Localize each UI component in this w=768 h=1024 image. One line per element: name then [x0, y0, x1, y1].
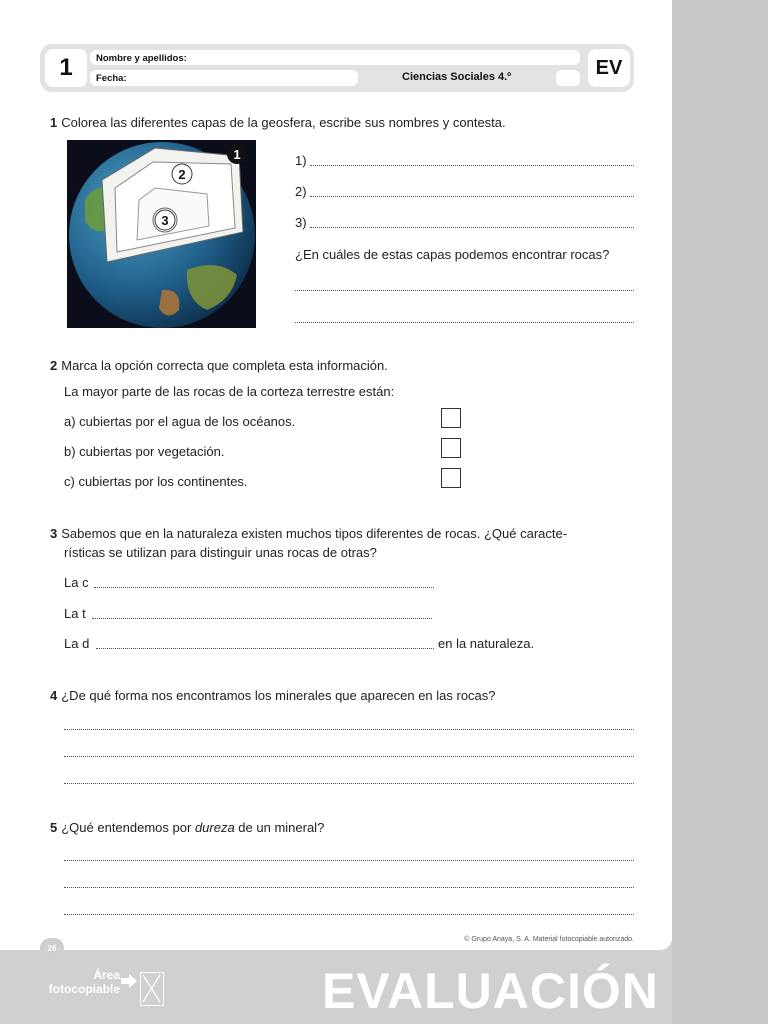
- question-number: 4: [50, 688, 58, 703]
- question-text-after: de un mineral?: [234, 820, 325, 835]
- evaluation-banner: EVALUACIÓN: [322, 963, 659, 1019]
- label-1-text: 1: [233, 147, 241, 162]
- page-number: 26: [40, 938, 64, 958]
- answer-line-5[interactable]: [295, 322, 634, 323]
- sub-question: ¿En cuáles de estas capas podemos encontrar rocas?: [295, 247, 610, 262]
- question-5: [50, 819, 324, 837]
- prompt-d-suffix: en la naturaleza.: [438, 636, 535, 651]
- question-4: [50, 687, 496, 705]
- date-field[interactable]: Fecha:: [90, 70, 358, 86]
- answer-line[interactable]: [64, 783, 634, 784]
- answer-line-3[interactable]: [310, 227, 634, 228]
- name-field[interactable]: Nombre y apellidos:: [90, 50, 580, 65]
- worksheet-header: [40, 44, 634, 92]
- answer-line-1[interactable]: [310, 165, 634, 166]
- question-text-before: ¿Qué entendemos por: [61, 820, 195, 835]
- answer-line[interactable]: [64, 729, 634, 730]
- question-number: 5: [50, 820, 58, 835]
- option-a: a) cubiertas por el agua de los océanos.: [64, 414, 296, 429]
- question-text-line-1: Sabemos que en la naturaleza existen muchos tipos diferentes de rocas. ¿Qué caracte-: [61, 526, 568, 541]
- label-3-text: 3: [161, 213, 169, 228]
- question-text-line-2: rísticas se utilizan para distinguir unas rocas de otras?: [64, 545, 377, 560]
- question-number: 2: [50, 358, 58, 373]
- question-number: 1: [50, 115, 58, 130]
- answer-line[interactable]: [64, 887, 634, 888]
- answer-line-d[interactable]: [96, 648, 434, 649]
- answer-line[interactable]: [64, 860, 634, 861]
- grade-field[interactable]: [556, 70, 580, 86]
- checkbox-option-c[interactable]: [441, 468, 461, 488]
- prompt-c: La c: [64, 575, 89, 590]
- question-text: Marca la opción correcta que completa esta información.: [61, 358, 388, 373]
- answer-line[interactable]: [64, 914, 634, 915]
- arrow-right-icon: [120, 974, 138, 988]
- question-text: ¿De qué forma nos encontramos los minerales que aparecen en las rocas?: [61, 688, 496, 703]
- area-line-2: fotocopiable: [48, 982, 120, 996]
- earth-layers-svg: [67, 140, 256, 328]
- answer-label-3: 3): [295, 215, 307, 230]
- area-line-1: Área: [93, 968, 120, 982]
- copyright-notice: © Grupo Anaya, S. A. Material fotocopiable autorizado.: [464, 936, 634, 943]
- question-1: [50, 114, 506, 132]
- prompt-d: La d: [64, 636, 90, 651]
- answer-line-4[interactable]: [295, 290, 634, 291]
- option-c: c) cubiertas por los continentes.: [64, 474, 248, 489]
- question-text: Colorea las diferentes capas de la geosfera, escribe sus nombres y contesta.: [61, 115, 506, 130]
- photocopy-cross-icon: [141, 973, 162, 1004]
- question-2: [50, 357, 388, 375]
- question-number: 3: [50, 526, 58, 541]
- question-3: [50, 525, 567, 543]
- evaluation-badge: EV: [588, 49, 630, 87]
- answer-label-2: 2): [295, 184, 307, 199]
- answer-label-1: 1): [295, 153, 307, 168]
- question-text-italic: dureza: [194, 820, 235, 835]
- option-b: b) cubiertas por vegetación.: [64, 444, 225, 459]
- question-2-intro: La mayor parte de las rocas de la corteza terrestre están:: [64, 384, 395, 399]
- prompt-t: La t: [64, 606, 86, 621]
- photocopiable-area-label: [38, 968, 120, 996]
- unit-number: 1: [45, 49, 87, 87]
- photocopy-icon: [140, 972, 164, 1006]
- subject-label: Ciencias Sociales 4.º: [402, 71, 512, 83]
- label-2-text: 2: [178, 167, 186, 182]
- checkbox-option-a[interactable]: [441, 408, 461, 428]
- checkbox-option-b[interactable]: [441, 438, 461, 458]
- answer-line-t[interactable]: [92, 618, 432, 619]
- answer-line[interactable]: [64, 756, 634, 757]
- right-margin-band: [672, 0, 768, 1024]
- answer-line-2[interactable]: [310, 196, 634, 197]
- answer-line-c[interactable]: [94, 587, 434, 588]
- earth-layers-illustration: [67, 140, 256, 328]
